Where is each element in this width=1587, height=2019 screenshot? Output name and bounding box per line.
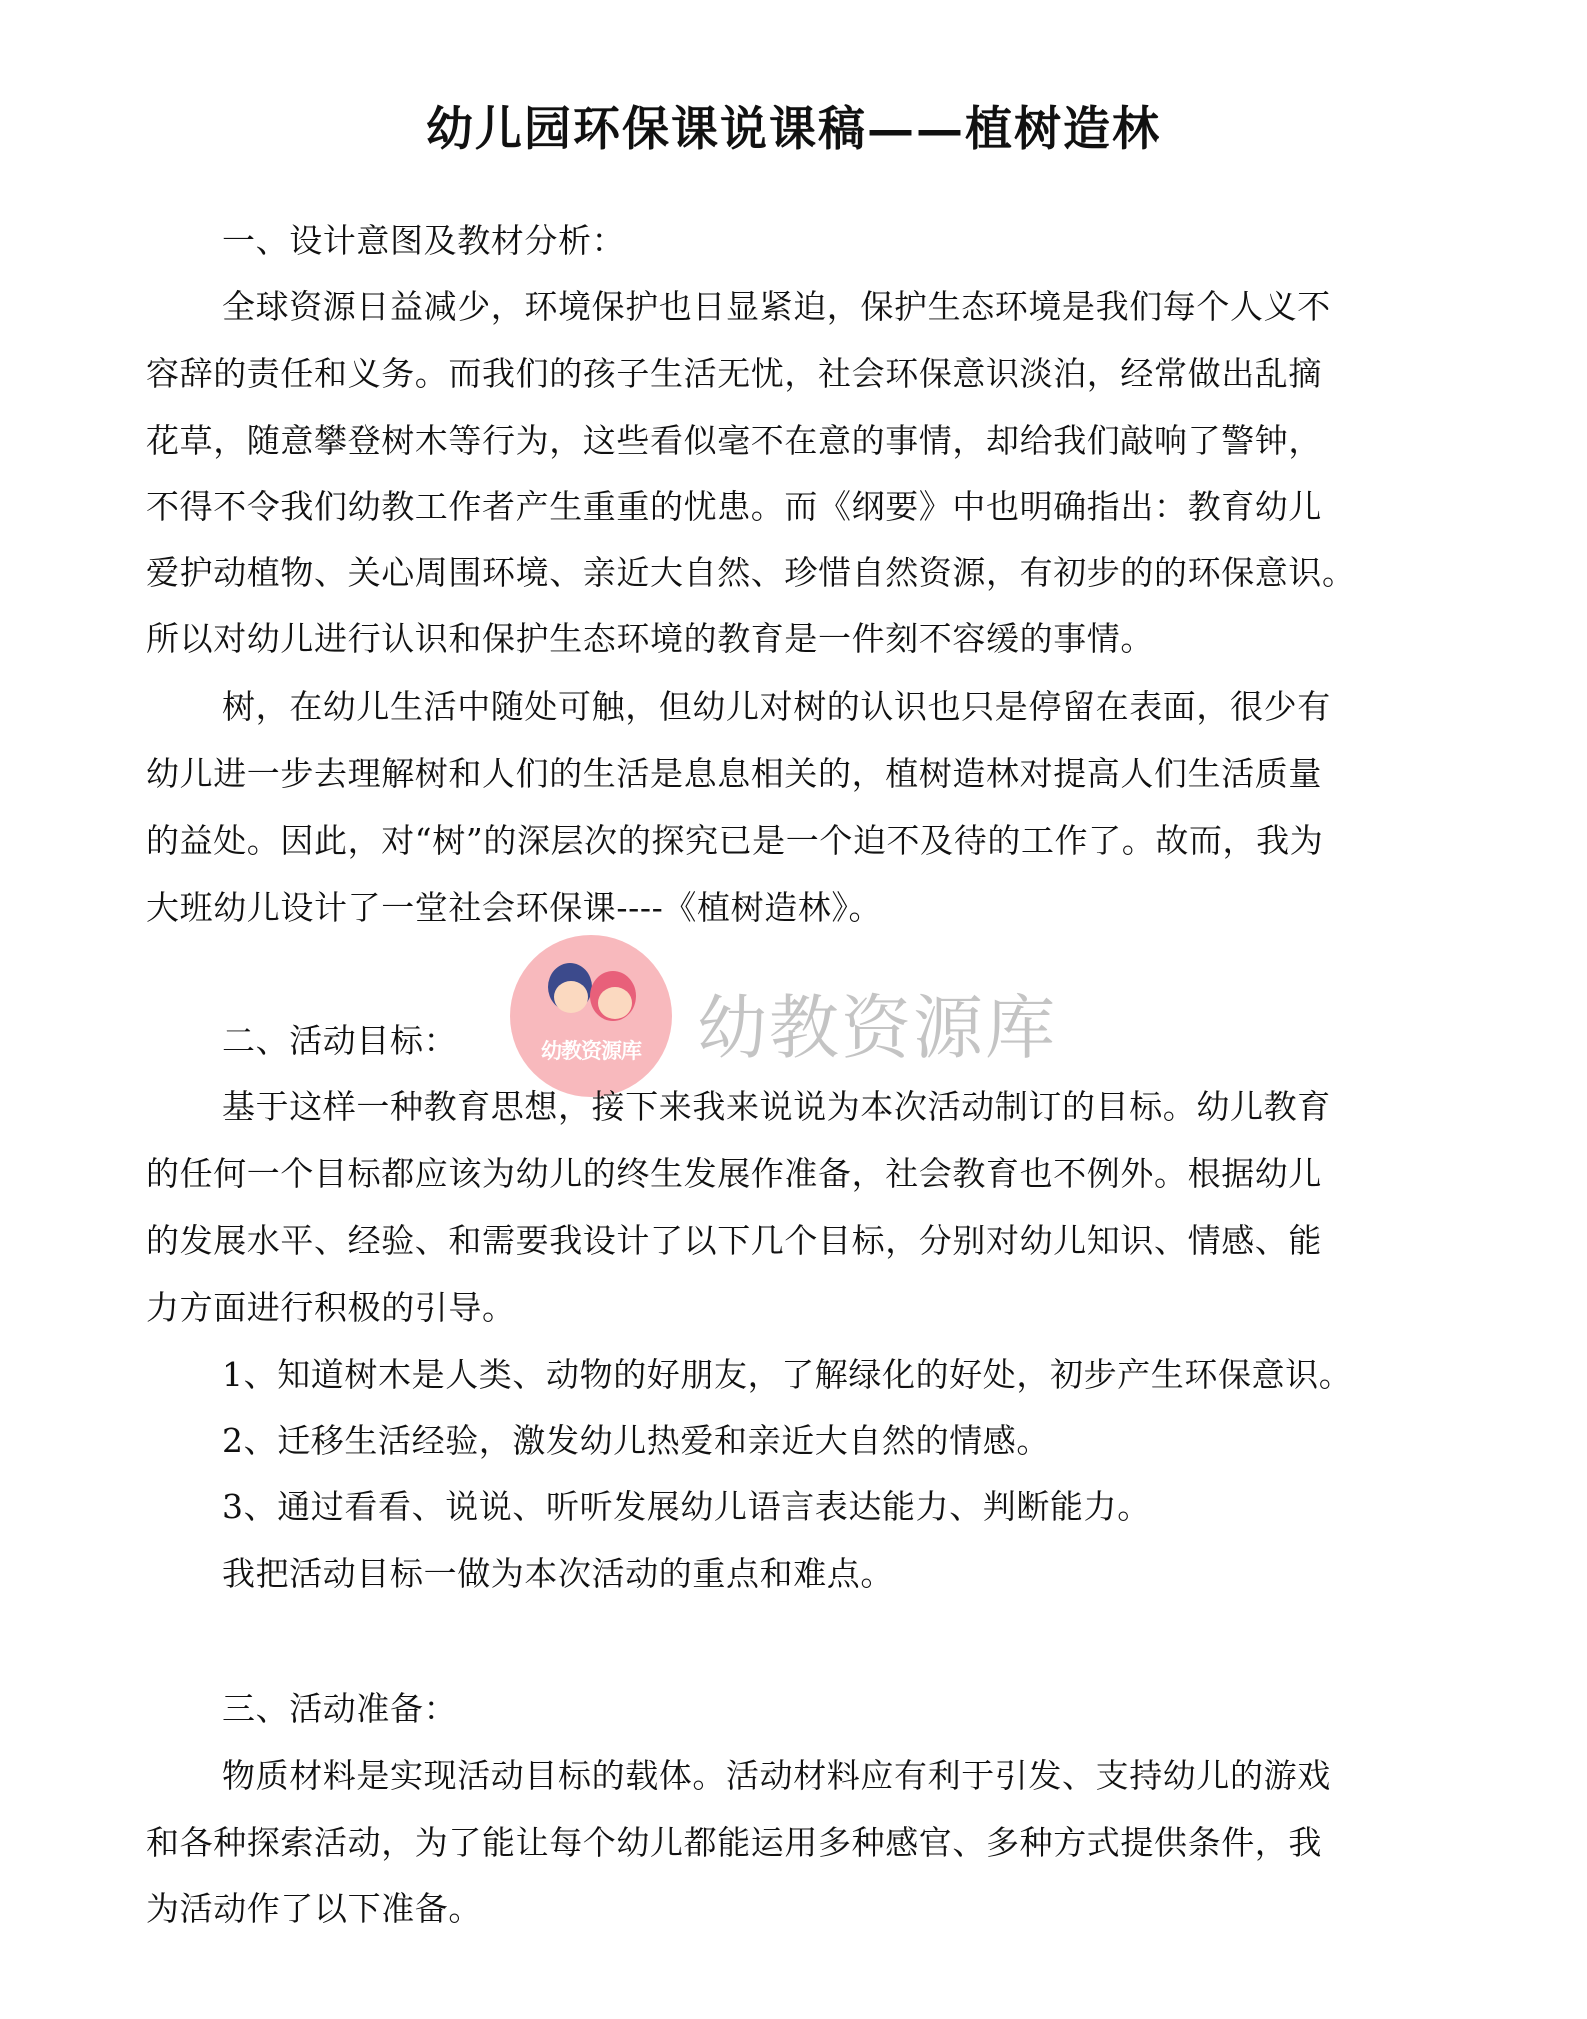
section-heading-3: 三、活动准备： [222, 1689, 458, 1728]
paragraph-line: 不得不令我们幼教工作者产生重重的忧患。而《纲要》中也明确指出：教育幼儿 [146, 487, 1322, 526]
paragraph-line: 的任何一个目标都应该为幼儿的终生发展作准备，社会教育也不例外。根据幼儿 [146, 1154, 1322, 1193]
girl-skin-icon [598, 987, 632, 1019]
watermark-logo [510, 935, 672, 1097]
paragraph-line: 的益处。因此，对“树”的深层次的探究已是一个迫不及待的工作了。故而，我为 [146, 821, 1324, 860]
paragraph-line: 基于这样一种教育思想，接下来我来说说为本次活动制订的目标。幼儿教育 [222, 1087, 1331, 1126]
document-title: 幼儿园环保课说课稿——植树造林 [426, 102, 1161, 157]
boy-skin-icon [554, 981, 588, 1013]
goal-item-2: 2、迁移生活经验，激发幼儿热爱和亲近大自然的情感。 [222, 1421, 1050, 1460]
paragraph-line: 的发展水平、经验、和需要我设计了以下几个目标，分别对幼儿知识、情感、能 [146, 1221, 1322, 1260]
paragraph-line: 爱护动植物、关心周围环境、亲近大自然、珍惜自然资源，有初步的的环保意识。 [146, 553, 1356, 592]
goal-item-3: 3、通过看看、说说、听听发展幼儿语言表达能力、判断能力。 [222, 1487, 1151, 1526]
paragraph-line: 树，在幼儿生活中随处可触，但幼儿对树的认识也只是停留在表面，很少有 [222, 687, 1331, 726]
paragraph-line: 全球资源日益减少，环境保护也日显紧迫，保护生态环境是我们每个人义不 [222, 287, 1331, 326]
paragraph-line: 物质材料是实现活动目标的载体。活动材料应有利于引发、支持幼儿的游戏 [222, 1756, 1331, 1795]
watermark-logo-label: 幼教资源库 [541, 1039, 641, 1063]
watermark-text: 幼教资源库 [697, 987, 1057, 1069]
paragraph-line: 为活动作了以下准备。 [146, 1889, 482, 1928]
paragraph-line: 容辞的责任和义务。而我们的孩子生活无忧，社会环保意识淡泊，经常做出乱摘 [146, 354, 1322, 393]
section-heading-1: 一、设计意图及教材分析： [222, 221, 626, 260]
paragraph-line: 我把活动目标一做为本次活动的重点和难点。 [222, 1554, 894, 1593]
paragraph-line: 幼儿进一步去理解树和人们的生活是息息相关的，植树造林对提高人们生活质量 [146, 754, 1322, 793]
paragraph-line: 大班幼儿设计了一堂社会环保课----《植树造林》。 [146, 888, 883, 927]
goal-item-1: 1、知道树木是人类、动物的好朋友，了解绿化的好处，初步产生环保意识。 [222, 1355, 1353, 1394]
paragraph-line: 和各种探索活动，为了能让每个幼儿都能运用多种感官、多种方式提供条件，我 [146, 1823, 1322, 1862]
paragraph-line: 花草，随意攀登树木等行为，这些看似毫不在意的事情，却给我们敲响了警钟， [146, 421, 1322, 460]
paragraph-line: 所以对幼儿进行认识和保护生态环境的教育是一件刻不容缓的事情。 [146, 619, 1154, 658]
section-heading-2: 二、活动目标： [222, 1021, 458, 1060]
paragraph-line: 力方面进行积极的引导。 [146, 1288, 516, 1327]
